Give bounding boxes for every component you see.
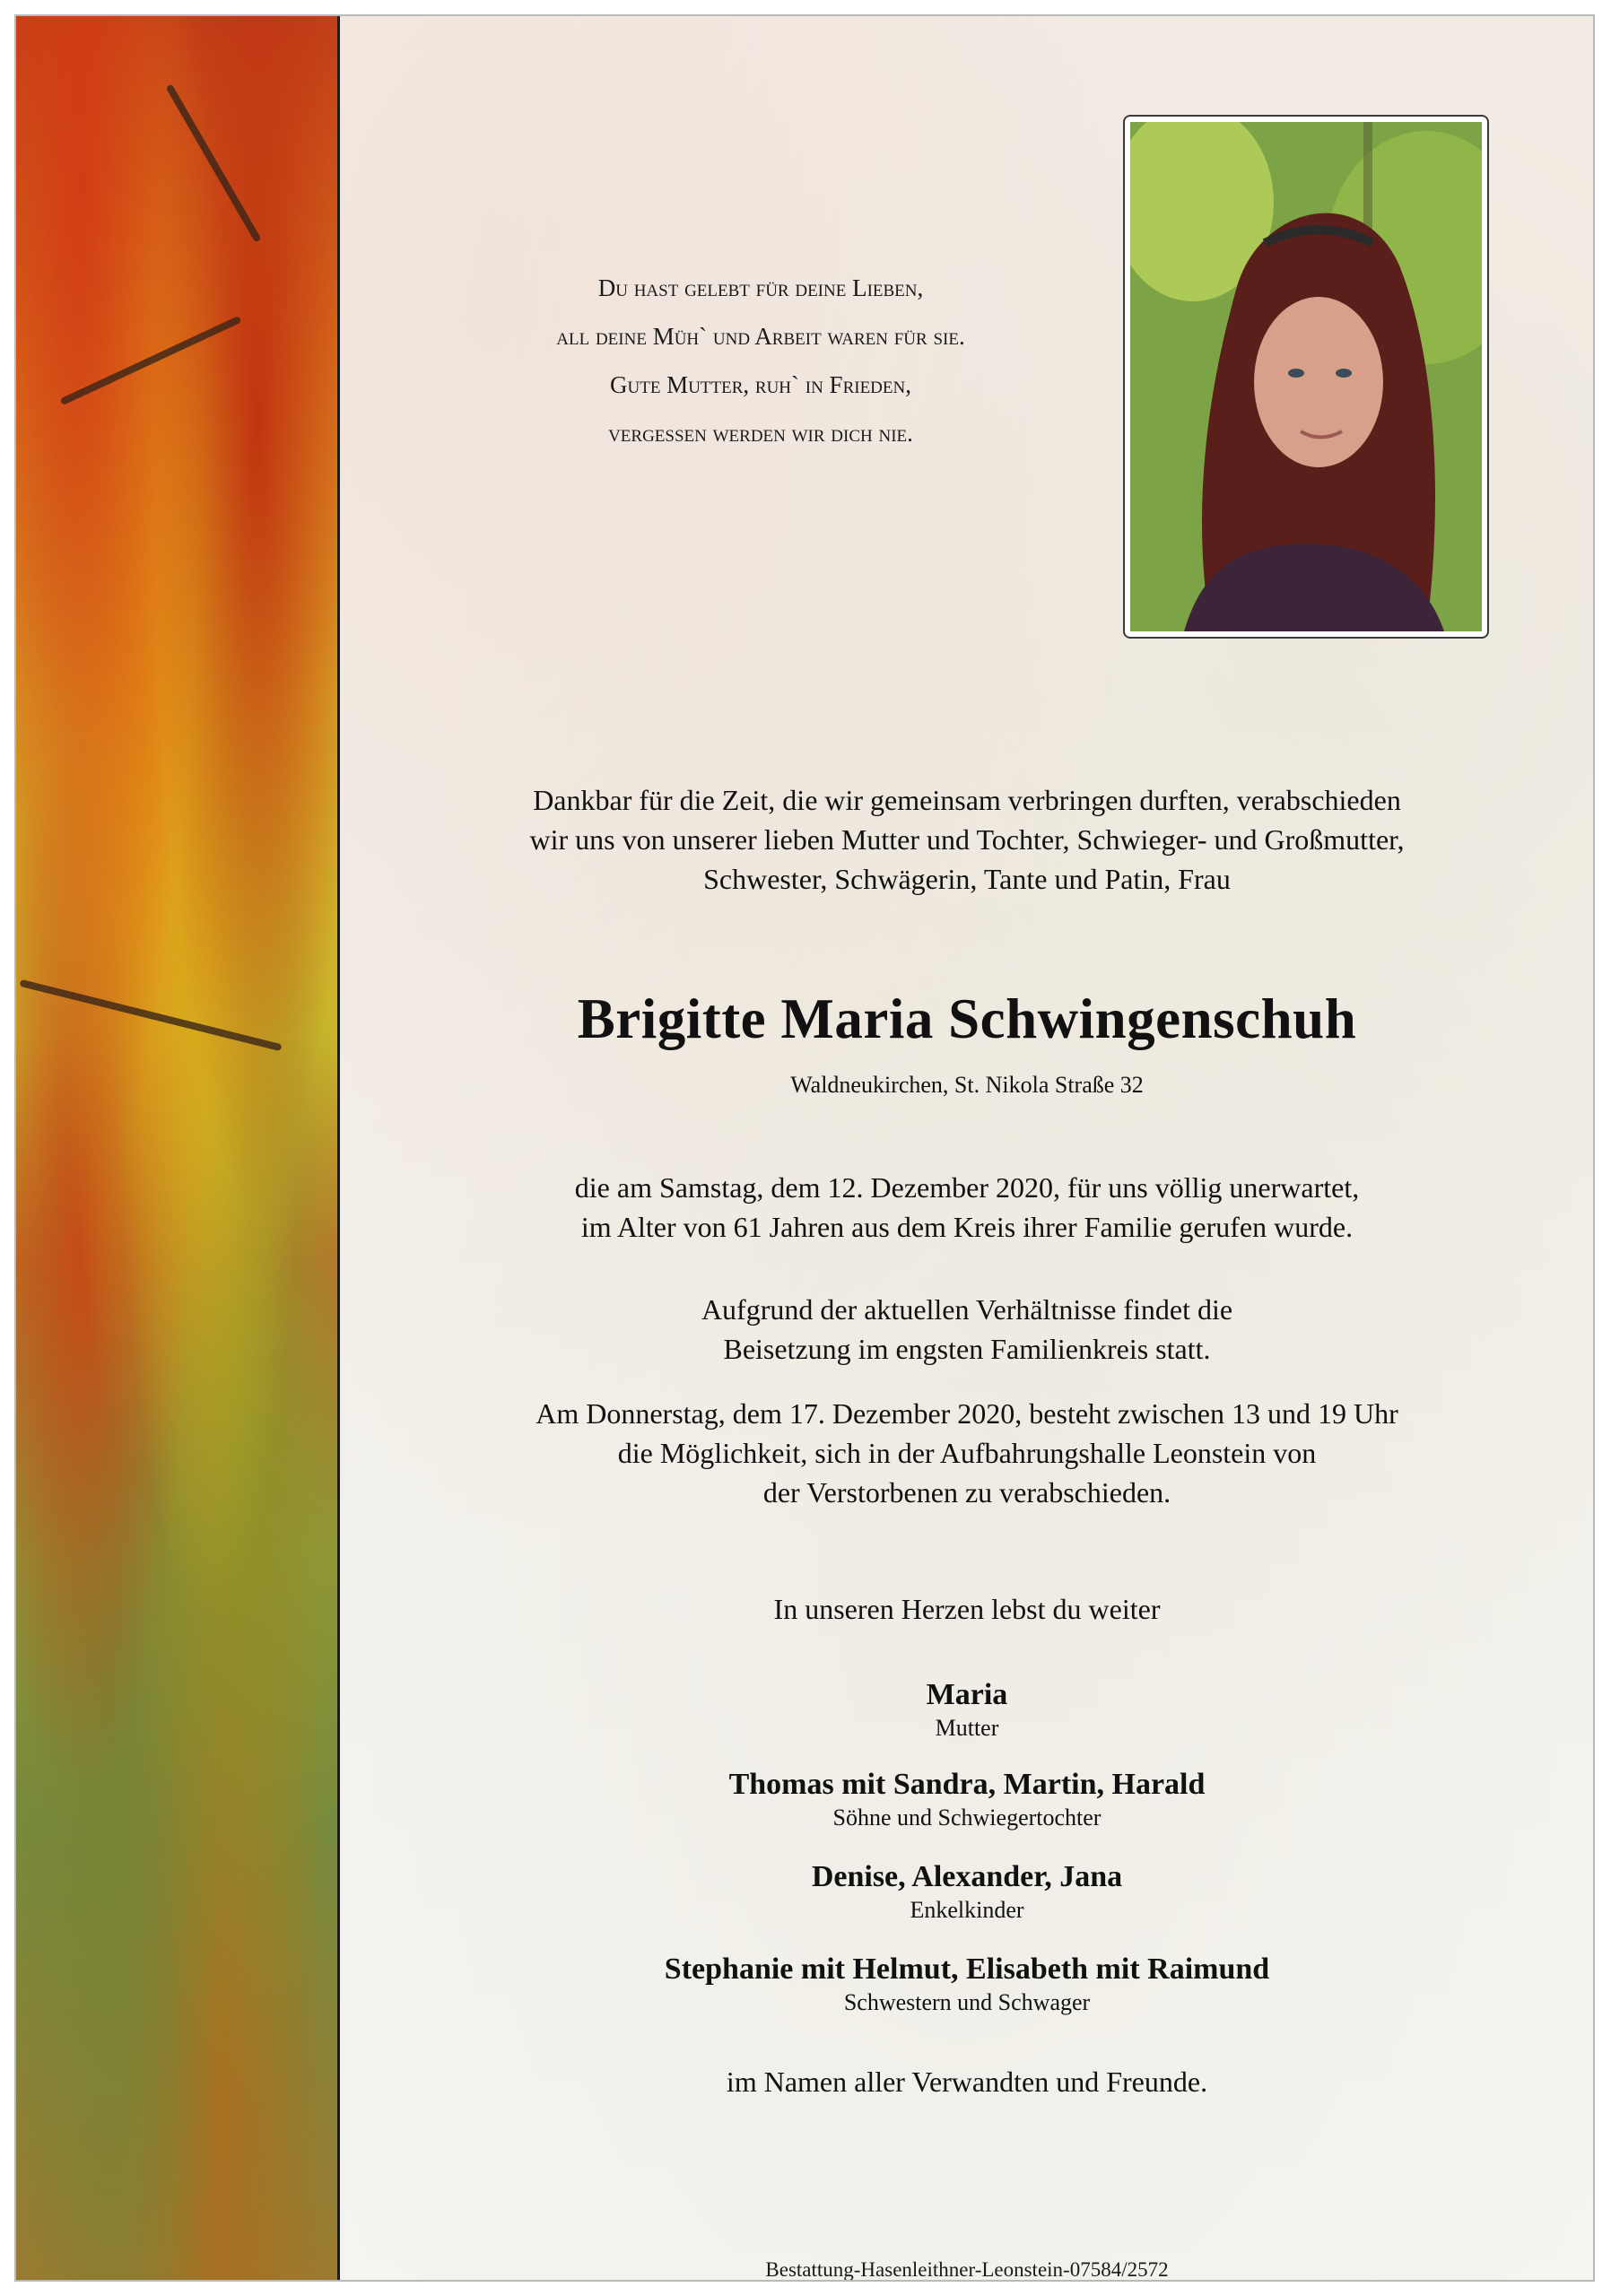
- family-relation: Schwestern und Schwager: [843, 1989, 1091, 2015]
- death-notice-line: die am Samstag, dem 12. Dezember 2020, für uns völlig unerwartet,: [574, 1171, 1360, 1204]
- burial-notice-line: Aufgrund der aktuellen Verhältnisse findet die: [701, 1293, 1233, 1326]
- closing-line: In unseren Herzen lebst du weiter: [773, 1593, 1161, 1625]
- deceased-name: Brigitte Maria Schwingenschuh: [577, 987, 1357, 1050]
- family-relation: Mutter: [935, 1715, 999, 1741]
- death-notice: [357, 1168, 1577, 1247]
- portrait-photo-frame: [1123, 115, 1489, 639]
- family-group: [357, 1952, 1577, 2018]
- portrait-photo: [1130, 122, 1482, 631]
- family-group: [357, 1859, 1577, 1926]
- intro-line: Dankbar für die Zeit, die wir gemeinsam verbringen durften, verabschieden: [533, 784, 1401, 816]
- burial-notice-line: Beisetzung im engsten Familienkreis statt.: [723, 1333, 1211, 1365]
- poem-line: Du hast gelebt für deine Lieben,: [597, 274, 924, 301]
- autumn-leaves-image: [16, 16, 340, 2280]
- memorial-poem: [393, 264, 1128, 457]
- family-group: [357, 1677, 1577, 1744]
- branch-decoration: [60, 316, 242, 405]
- obituary-page: [14, 14, 1595, 2282]
- intro-line: Schwester, Schwägerin, Tante und Patin, Frau: [703, 863, 1231, 895]
- family-group: [357, 1767, 1577, 1833]
- intro-line: wir uns von unserer lieben Mutter und Tochter, Schwieger- und Großmutter,: [529, 823, 1405, 856]
- deceased-address: Waldneukirchen, St. Nikola Straße 32: [790, 1072, 1144, 1098]
- family-names: Thomas mit Sandra, Martin, Harald: [728, 1768, 1206, 1801]
- poem-line: vergessen werden wir dich nie.: [608, 420, 913, 447]
- death-notice-line: im Alter von 61 Jahren aus dem Kreis ihrer Familie gerufen wurde.: [580, 1211, 1354, 1243]
- family-names: Denise, Alexander, Jana: [811, 1860, 1123, 1893]
- farewell-line: im Namen aller Verwandten und Freunde.: [726, 2066, 1208, 2098]
- branch-decoration: [19, 979, 282, 1051]
- intro-text: [357, 780, 1577, 899]
- branch-decoration: [166, 83, 262, 242]
- family-names: Stephanie mit Helmut, Elisabeth mit Raimund: [664, 1952, 1270, 1986]
- family-relation: Söhne und Schwiegertochter: [832, 1805, 1102, 1831]
- family-names: Maria: [926, 1678, 1008, 1711]
- burial-notice: [357, 1290, 1577, 1369]
- viewing-notice-line: die Möglichkeit, sich in der Aufbahrungshalle Leonstein von: [617, 1437, 1317, 1469]
- poem-line: Gute Mutter, ruh` in Frieden,: [610, 371, 911, 398]
- poem-line: all deine Müh` und Arbeit waren für sie.: [556, 323, 965, 350]
- viewing-notice-line: Am Donnerstag, dem 17. Dezember 2020, besteht zwischen 13 und 19 Uhr: [536, 1397, 1398, 1430]
- family-relation: Enkelkinder: [910, 1897, 1024, 1923]
- viewing-notice: [357, 1394, 1577, 1512]
- viewing-notice-line: der Verstorbenen zu verabschieden.: [762, 1476, 1171, 1509]
- funeral-home-footer: Bestattung-Hasenleithner-Leonstein-07584/2572: [765, 2258, 1169, 2281]
